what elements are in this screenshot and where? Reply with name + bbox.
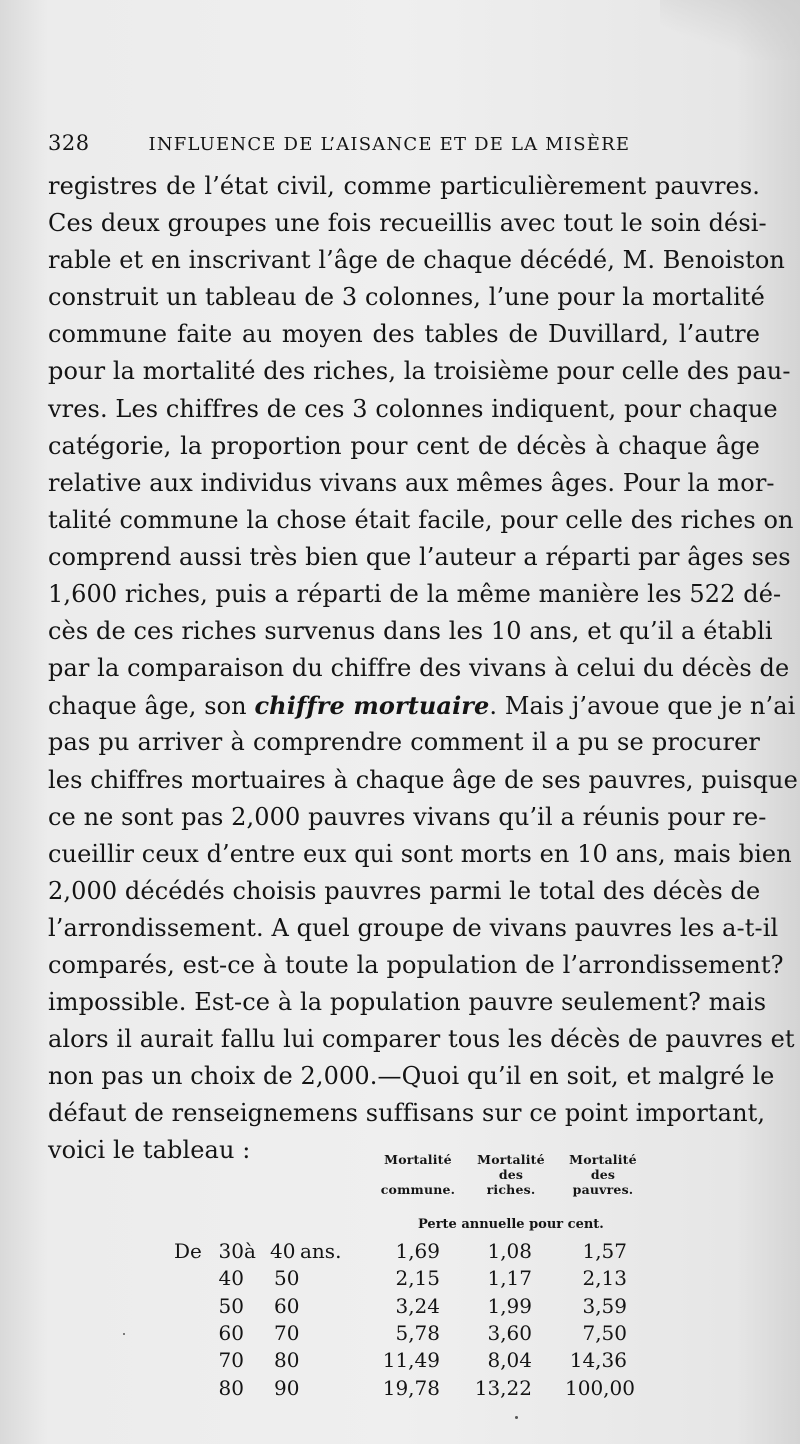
value-commune: 2,15 (395, 1266, 440, 1290)
age-to: 50 (274, 1266, 300, 1290)
text-line: impossible. Est-ce à la population pauvre seulement? mais (48, 988, 767, 1017)
column-header-pauvres (548, 1152, 658, 1197)
age-separator: à (244, 1239, 256, 1263)
value-riches: 1,17 (487, 1266, 532, 1290)
text-line: l’arrondissement. A quel groupe de vivans pauvres les a-t-il (48, 913, 779, 942)
text-line: vres. Les chiffres de ces 3 colonnes indiquent, pour chaque (48, 394, 778, 423)
age-to: 40 (270, 1239, 296, 1263)
text-line: défaut de renseignemens suffisans sur ce point important, (48, 1099, 766, 1128)
value-riches: 3,60 (487, 1321, 532, 1345)
text-line: cès de ces riches survenus dans les 10 ans, et qu’il a établi (48, 617, 773, 646)
text-line: commune faite au moyen des tables de Duvillard, l’autre (48, 320, 760, 349)
age-unit: ans. (300, 1239, 342, 1263)
value-pauvres: 14,36 (569, 1348, 627, 1372)
value-commune: 11,49 (382, 1348, 440, 1372)
age-to: 60 (274, 1294, 300, 1318)
value-pauvres: 1,57 (582, 1239, 627, 1263)
table-row (0, 1292, 800, 1320)
column-header-line: pauvres. (572, 1182, 634, 1197)
table-subheader: Perte annuelle pour cent. (418, 1217, 604, 1232)
table-row (0, 1346, 800, 1374)
table-row (0, 1374, 800, 1402)
text-line: rable et en inscrivant l’âge de chaque décédé, M. Benoiston (48, 246, 785, 275)
text-line: cueillir ceux d’entre eux qui sont morts en 10 ans, mais bien (48, 839, 792, 868)
text-line: relative aux individus vivans aux mêmes âges. Pour la mor- (48, 468, 775, 497)
value-riches: 8,04 (487, 1348, 532, 1372)
text-line: comparés, est-ce à toute la population de l’arrondissement? (48, 950, 784, 979)
text-line: voici le tableau : (48, 1136, 251, 1165)
value-pauvres: 100,00 (565, 1376, 635, 1400)
text-line: registres de l’état civil, comme particulièrement pauvres. (48, 172, 760, 200)
age-from: 70 (218, 1348, 244, 1372)
column-header-line: riches. (486, 1182, 536, 1197)
value-pauvres: 7,50 (582, 1321, 627, 1345)
column-header-line: des (590, 1167, 616, 1182)
age-from: 60 (218, 1321, 244, 1345)
text-run: chaque âge, son (48, 692, 255, 721)
text-line: pas pu arriver à comprendre comment il a pu se procurer (48, 728, 760, 757)
age-from: 50 (218, 1294, 244, 1318)
age-to: 90 (274, 1376, 300, 1400)
value-riches: 1,99 (487, 1294, 532, 1318)
print-speck (123, 1333, 125, 1335)
table-row (0, 1264, 800, 1292)
text-line: par la comparaison du chiffre des vivans à celui du décès de (48, 654, 790, 683)
text-line: 1,600 riches, puis a réparti de la même manière les 522 dé- (48, 580, 782, 609)
text-line: alors il aurait fallu lui comparer tous les décès de pauvres et (48, 1025, 795, 1054)
running-title: INFLUENCE DE L’AISANCE ET DE LA MISÈRE (148, 134, 631, 155)
text-line: ce ne sont pas 2,000 pauvres vivans qu’il a réunis pour re- (48, 802, 767, 831)
column-header-line: Mortalité (569, 1152, 637, 1167)
italic-term: chiffre mortuaire (254, 691, 490, 721)
value-pauvres: 3,59 (582, 1294, 627, 1318)
age-to: 70 (274, 1321, 300, 1345)
age-from: 80 (218, 1376, 244, 1400)
age-prefix: De (174, 1239, 202, 1263)
column-header-line: Mortalité (477, 1152, 545, 1167)
text-line: les chiffres mortuaires à chaque âge de ses pauvres, puisque (48, 765, 798, 794)
value-pauvres: 2,13 (582, 1266, 627, 1290)
text-line (48, 687, 796, 724)
age-from: 30 (218, 1239, 244, 1263)
page-corner-shadow (660, 0, 800, 60)
age-from: 40 (218, 1266, 244, 1290)
text-line: comprend aussi très bien que l’auteur a réparti par âges ses (48, 542, 791, 571)
age-to: 80 (274, 1348, 300, 1372)
text-line: non pas un choix de 2,000.—Quoi qu’il en soit, et malgré le (48, 1062, 775, 1091)
page-number: 328 (48, 131, 90, 155)
value-commune: 1,69 (395, 1239, 440, 1263)
text-line: talité commune la chose était facile, pour celle des riches on (48, 505, 794, 534)
running-head (48, 131, 668, 159)
print-speck (515, 1416, 518, 1419)
value-commune: 3,24 (395, 1294, 440, 1318)
value-riches: 13,22 (474, 1376, 532, 1400)
text-line: Ces deux groupes une fois recueillis avec tout le soin dési- (48, 209, 767, 238)
mortality-table (0, 1140, 800, 1440)
column-header-line: Mortalité (384, 1152, 452, 1167)
body-paragraph (48, 168, 798, 1170)
text-line: construit un tableau de 3 colonnes, l’une pour la mortalité (48, 283, 765, 312)
value-riches: 1,08 (487, 1239, 532, 1263)
table-row (0, 1319, 800, 1347)
table-row (0, 1237, 800, 1265)
value-commune: 19,78 (382, 1376, 440, 1400)
column-header-line: des (498, 1167, 524, 1182)
text-line: pour la mortalité des riches, la troisième pour celle des pau- (48, 357, 791, 386)
value-commune: 5,78 (395, 1321, 440, 1345)
text-run: . Mais j’avoue que je n’ai (489, 692, 796, 721)
text-line: catégorie, la proportion pour cent de décès à chaque âge (48, 431, 760, 460)
text-line: 2,000 décédés choisis pauvres parmi le total des décès de (48, 876, 761, 905)
column-header-line: commune. (380, 1182, 456, 1197)
